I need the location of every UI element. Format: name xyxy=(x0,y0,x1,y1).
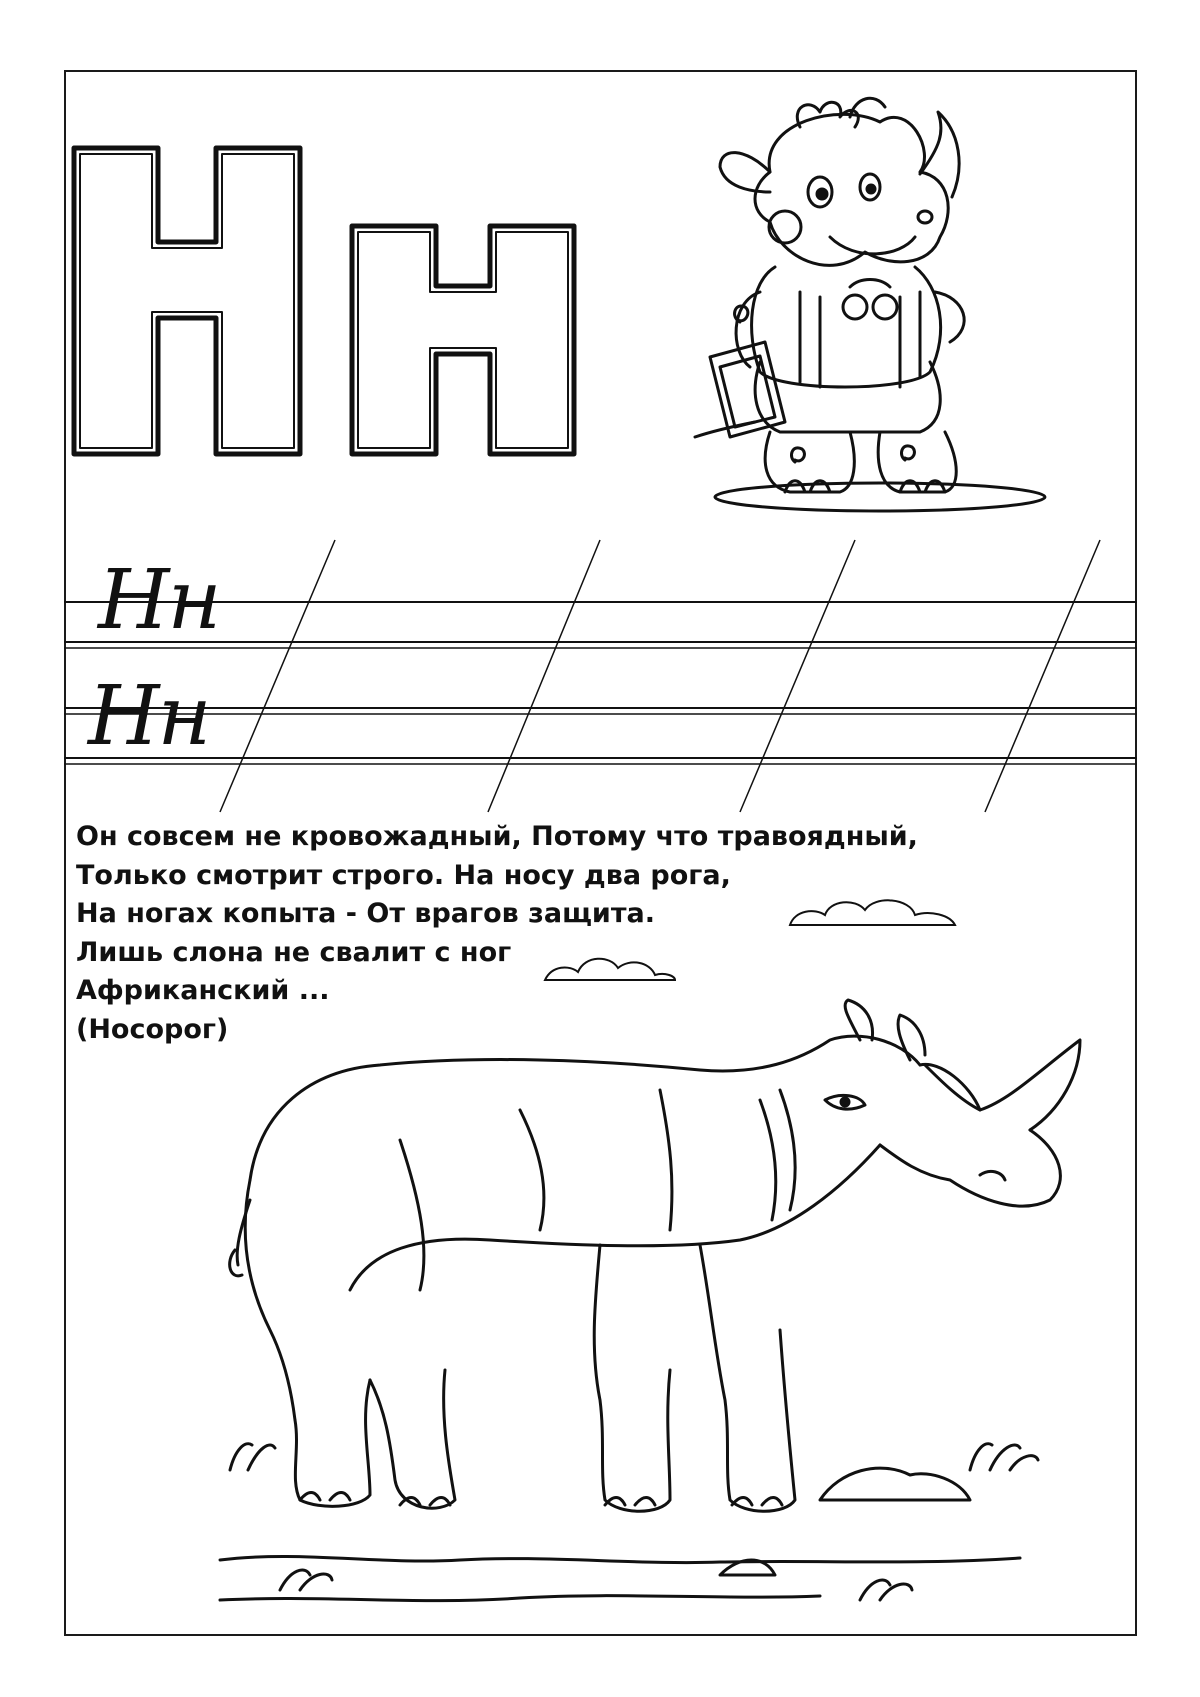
riddle-answer: (Носорог) xyxy=(76,1013,229,1045)
cloud-icon xyxy=(540,940,680,990)
outline-letter-lower xyxy=(352,226,574,454)
cursive-row-1: Нн xyxy=(98,553,220,648)
cloud-icon xyxy=(780,880,980,940)
riddle-line: Африканский ... xyxy=(76,975,330,1006)
cartoon-rhino-icon xyxy=(690,92,1070,522)
writing-lines xyxy=(0,530,1200,820)
riddle-line: Он совсем не кровожадный, Потому что травоядный, xyxy=(76,821,918,852)
riddle-line: На ногах копыта - От врагов защита. xyxy=(76,898,655,929)
rhino-icon xyxy=(220,1000,1120,1620)
outline-letters xyxy=(66,142,626,460)
cursive-row-2: Нн xyxy=(88,669,210,764)
outline-letter-upper xyxy=(74,148,300,454)
riddle-line: Только смотрит строго. На носу два рога, xyxy=(76,859,731,891)
riddle-line: Лишь слона не свалит с ног xyxy=(76,936,512,968)
